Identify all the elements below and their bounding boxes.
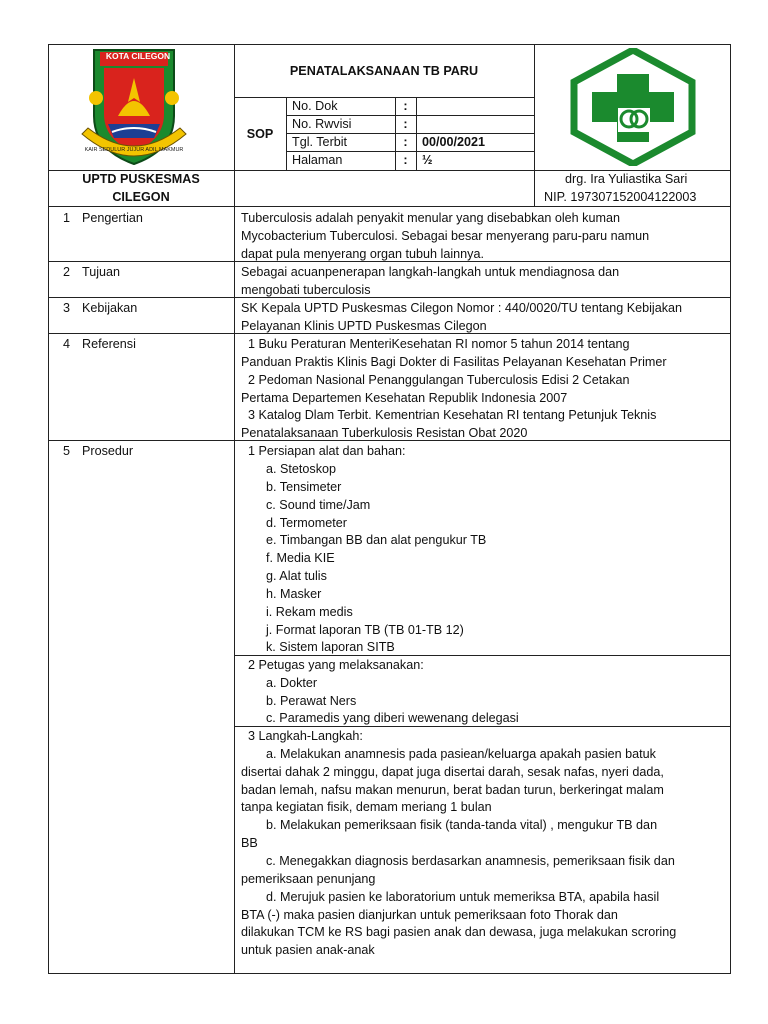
prosedur-part3-line: BTA (-) maka pasien dianjurkan untuk pemeriksaan foto Thorak dan [241,908,618,922]
section-number: 4 [63,337,71,351]
pengertian-line: dapat pula menyerang organ tubuh lainnya. [241,247,484,261]
prosedur-part3-line: dilakukan TCM ke RS bagi pasien anak dan dewasa, juga melakukan scroring [241,925,677,939]
tujuan-line: Sebagai acuanpenerapan langkah-langkah untuk mendiagnosa dan [241,265,620,279]
field-value-tgl-terbit: 00/00/2021 [422,135,486,149]
prosedur-part1-item: a. Stetoskop [266,462,337,476]
field-label-tgl-terbit: Tgl. Terbit [292,135,348,149]
prosedur-part1-item: f. Media KIE [266,551,335,565]
field-sep-no-revisi: : [403,117,408,131]
prosedur-part3-line: c. Menegakkan diagnosis berdasarkan anamnesis, pemeriksaan fisik dan [266,854,675,868]
prosedur-part1-item: e. Timbangan BB dan alat pengukur TB [266,533,487,547]
prosedur-part3-title: 3 Langkah-Langkah: [248,729,363,743]
prosedur-part2-item: c. Paramedis yang diberi wewenang delegasi [266,711,519,725]
field-sep-halaman: : [403,153,408,167]
puskesmas-logo [570,48,696,166]
section-number: 3 [63,301,71,315]
header-divider-left [234,44,235,974]
section-number: 2 [63,265,71,279]
tujuan-line: mengobati tuberculosis [241,283,371,297]
puskesmas-cross-icon [570,48,696,166]
header-divider-right [534,44,535,206]
field-label-no-dok: No. Dok [292,99,338,113]
signer-name: drg. Ira Yuliastika Sari [565,172,688,186]
signer-nip: NIP. 197307152004122003 [544,190,697,204]
header-end-line [48,206,731,207]
title-bottom-line [234,97,534,98]
referensi-line: 3 Katalog Dlam Terbit. Kementrian Kesehatan RI tentang Petunjuk Teknis [248,408,657,422]
org-name-line1: UPTD PUSKESMAS [82,172,200,186]
prosedur-part1-title: 1 Persiapan alat dan bahan: [248,444,406,458]
sop-label: SOP [246,127,274,141]
prosedur-part3-line: d. Merujuk pasien ke laboratorium untuk memeriksa BTA, apabila hasil [266,890,660,904]
section-label-prosedur: Prosedur [82,444,134,458]
prosedur-part3-line: b. Melakukan pemeriksaan fisik (tanda-tanda vital) , mengukur TB dan [266,818,658,832]
field-value-halaman: ½ [422,153,433,167]
referensi-line: Pertama Departemen Kesehatan Republik Indonesia 2007 [241,391,568,405]
prosedur-part1-item: j. Format laporan TB (TB 01-TB 12) [266,623,464,637]
referensi-line: Penatalaksanaan Tuberkulosis Resistan Obat 2020 [241,426,528,440]
prosedur-part1-item: h. Masker [266,587,322,601]
kebijakan-line: Pelayanan Klinis UPTD Puskesmas Cilegon [241,319,487,333]
logo-motto: KAIR SEDULUR JUJUR ADIL MAKMUR [84,147,184,153]
prosedur-part3-line: badan lemah, nafsu makan menurun, berat badan turun, berkeringat malam [241,783,664,797]
prosedur-part1-item: c. Sound time/Jam [266,498,371,512]
logo-caption: KOTA CILEGON [105,51,171,61]
prosedur-part3-line: disertai dahak 2 minggu, dapat juga disertai darah, sesak nafas, nyeri dada, [241,765,664,779]
section-label-tujuan: Tujuan [82,265,121,279]
section-label-kebijakan: Kebijakan [82,301,138,315]
document-title: PENATALAKSANAAN TB PARU [289,64,479,78]
pengertian-line: Tuberculosis adalah penyakit menular yang disebabkan oleh kuman [241,211,620,225]
prosedur-part3-line: untuk pasien anak-anak [241,943,375,957]
pengertian-line: Mycobacterium Tuberculosi. Sebagai besar menyerang paru-paru namun [241,229,650,243]
prosedur-part3-line: pemeriksaan penunjang [241,872,376,886]
prosedur-part1-item: i. Rekam medis [266,605,353,619]
prosedur-part3-line: a. Melakukan anamnesis pada pasiean/keluarga apakah pasien batuk [266,747,656,761]
prosedur-part2-item: b. Perawat Ners [266,694,357,708]
section-label-pengertian: Pengertian [82,211,143,225]
section-label-referensi: Referensi [82,337,136,351]
field-label-no-revisi: No. Rwvisi [292,117,352,131]
section-number: 1 [63,211,71,225]
kebijakan-line: SK Kepala UPTD Puskesmas Cilegon Nomor : 440/0020/TU tentang Kebijakan [241,301,683,315]
prosedur-part3-line: tanpa kegiatan fisik, demam meriang 1 bulan [241,800,492,814]
prosedur-part3-line: BB [241,836,258,850]
prosedur-part2-title: 2 Petugas yang melaksanakan: [248,658,424,672]
field-sep-tgl-terbit: : [403,135,408,149]
prosedur-part2-item: a. Dokter [266,676,318,690]
prosedur-part1-item: g. Alat tulis [266,569,327,583]
section-number: 5 [63,444,71,458]
prosedur-part1-item: d. Termometer [266,516,347,530]
org-name-line2: CILEGON [112,190,170,204]
referensi-line: Panduan Praktis Klinis Bagi Dokter di Fasilitas Pelayanan Kesehatan Primer [241,355,667,369]
referensi-line: 2 Pedoman Nasional Penanggulangan Tuberculosis Edisi 2 Cetakan [248,373,630,387]
field-sep-no-dok: : [403,99,408,113]
field-label-halaman: Halaman [292,153,343,167]
row-line-tujuan [48,297,731,298]
referensi-line: 1 Buku Peraturan MenteriKesehatan RI nomor 5 tahun 2014 tentang [248,337,630,351]
prosedur-part1-item: k. Sistem laporan SITB [266,640,395,654]
prosedur-part1-item: b. Tensimeter [266,480,342,494]
